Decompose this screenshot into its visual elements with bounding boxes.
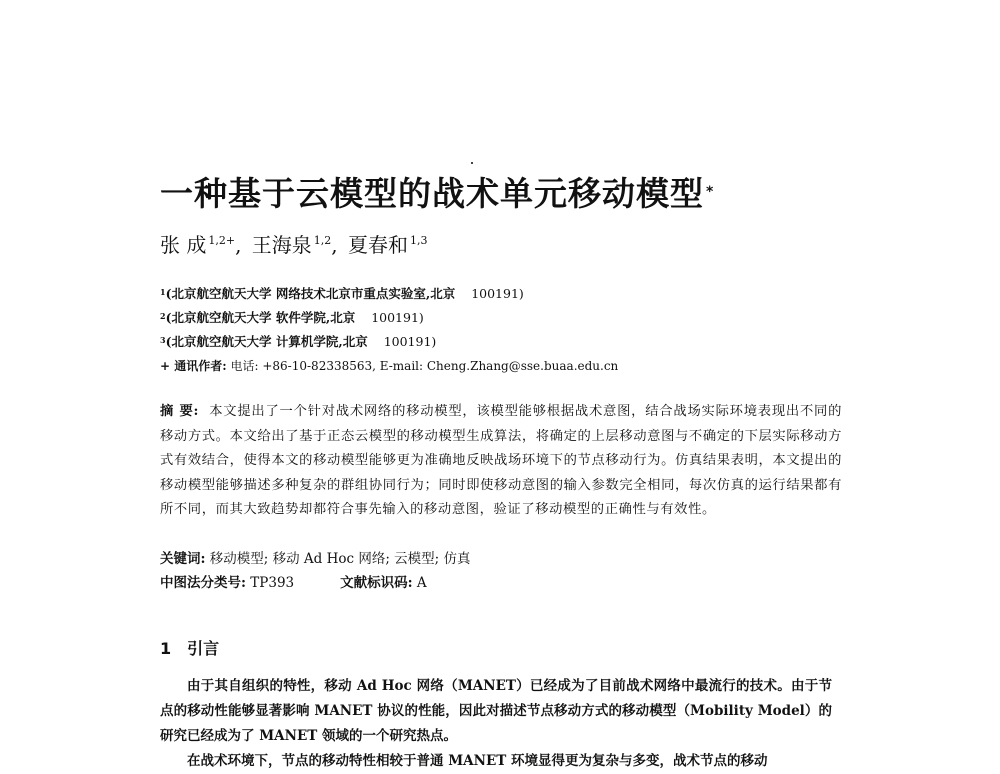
abstract — [160, 400, 842, 523]
doc-code-label: 文献标识码: — [340, 575, 413, 591]
author — [348, 233, 428, 257]
classification — [160, 572, 427, 594]
clc-value: TP393 — [250, 575, 295, 591]
keywords-text: 移动模型; 移动 Ad Hoc 网络; 云模型; 仿真 — [209, 551, 471, 567]
corresponding-label: + 通讯作者: — [160, 359, 227, 373]
body-text — [160, 674, 832, 774]
clc-label: 中图法分类号: — [160, 575, 246, 591]
affiliation-mark: 2 — [160, 311, 166, 321]
body-paragraph: 由于其自组织的特性，移动 Ad Hoc 网络（MANET）已经成为了目前战术网络中最流行的技术。由于节点的移动性能够显著影响 MANET 协议的性能，因此对描述节点移动方式的移动模型（Mobility Model）的研究已经成为了 MANET 领域的一个研究热点。 — [160, 678, 832, 744]
affiliation-postcode: 100191) — [371, 310, 424, 325]
author-affiliation-mark: 1,2 — [313, 234, 332, 247]
affiliation-line — [160, 282, 618, 306]
author — [252, 233, 338, 257]
affiliation-text: (北京航空航天大学 计算机学院,北京 — [165, 334, 368, 349]
corresponding-author — [160, 354, 618, 378]
affiliation-line — [160, 306, 618, 330]
affiliation-postcode: 100191) — [471, 286, 524, 301]
title-footnote-mark: * — [706, 184, 715, 200]
affiliation-list — [160, 282, 618, 354]
keywords-label: 关键词: — [160, 551, 206, 567]
author-name: 王海泉 — [251, 233, 312, 257]
author-list — [160, 230, 432, 260]
affiliation-mark: 3 — [160, 335, 166, 345]
body-paragraph: 在战术环境下，节点的移动特性相较于普通 MANET 环境显得更为复杂与多变，战术节点的移动 — [187, 753, 768, 769]
abstract-text: 本文提出了一个针对战术网络的移动模型，该模型能够根据战术意图，结合战场实际环境表现出不同的移动方式。本文给出了基于正态云模型的移动模型生成算法，将确定的上层移动意图与不确定的下层实际移动方式有效结合，使得本文的移动模型能够更为准确地反映战场环境下的节点移动行为。仿真结果表明，本文提出的移动模型能够描述多种复杂的群组协同行为；同时即使移动意图的输入参数完全相同，每次仿真的运行结果都有所不同，而其大致趋势却都符合事先输入的移动意图，验证了移动模型的正确性与有效性。 — [160, 404, 842, 517]
scan-speck — [471, 162, 473, 164]
author-name: 夏春和 — [348, 233, 409, 257]
affiliation-postcode: 100191) — [383, 334, 437, 349]
doc-code-value: A — [416, 575, 427, 591]
author-separator: , — [331, 233, 338, 257]
author-name: 张 成 — [160, 233, 207, 257]
section-heading — [160, 636, 219, 662]
section-title: 引言 — [187, 639, 220, 658]
title-text: 一种基于云模型的战术单元移动模型 — [160, 174, 704, 213]
paper-title — [160, 172, 714, 216]
section-number: 1 — [160, 639, 172, 658]
affiliation-mark: 1 — [160, 287, 166, 297]
author — [160, 233, 241, 257]
affiliation-text: (北京航空航天大学 软件学院,北京 — [165, 310, 356, 325]
affiliation-line — [160, 330, 618, 354]
keywords — [160, 548, 471, 570]
author-affiliation-mark: 1,3 — [410, 234, 428, 247]
abstract-label: 摘 要: — [160, 404, 200, 419]
corresponding-contact: 电话: +86-10-82338563, E-mail: Cheng.Zhang@sse.buaa.edu.cn — [230, 359, 619, 373]
author-affiliation-mark: 1,2+ — [208, 234, 236, 247]
author-separator: , — [235, 233, 242, 257]
affiliation-text: (北京航空航天大学 网络技术北京市重点实验室,北京 — [165, 286, 456, 301]
affiliation-block — [160, 282, 618, 378]
